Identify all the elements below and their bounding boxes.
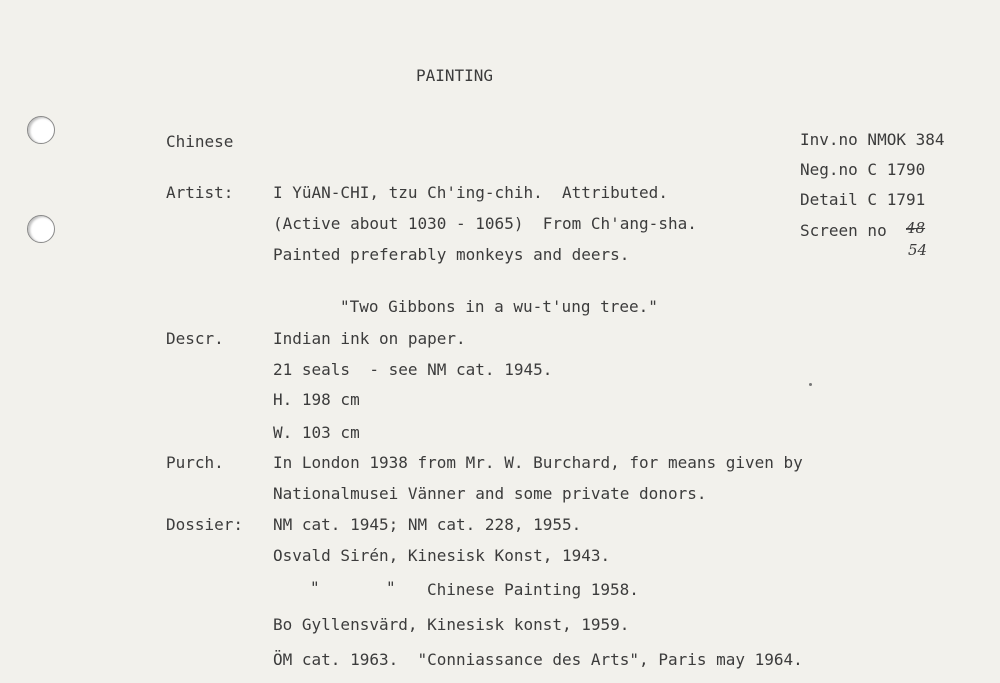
- dossier-line-5: ÖM cat. 1963. "Conniassance des Arts", Paris may 1964.: [273, 650, 803, 669]
- descr-line-2: 21 seals - see NM cat. 1945.: [273, 360, 553, 379]
- dossier-line-2: Osvald Sirén, Kinesisk Konst, 1943.: [273, 546, 611, 565]
- dossier-ditto-1: ": [310, 578, 320, 597]
- paper-speck: [809, 383, 812, 386]
- punch-hole-bottom: [27, 215, 55, 243]
- painting-title: "Two Gibbons in a wu-t'ung tree.": [340, 297, 658, 316]
- artist-label: Artist:: [166, 183, 234, 202]
- screen-number-crossed: 48: [906, 219, 926, 237]
- dossier-line-4: Bo Gyllensvärd, Kinesisk konst, 1959.: [273, 615, 630, 634]
- screen-number-new: 54: [908, 241, 928, 259]
- detail-number: Detail C 1791: [800, 190, 926, 209]
- descr-line-4: W. 103 cm: [273, 423, 360, 442]
- artist-line-1: I YüAN-CHI, tzu Ch'ing-chih. Attributed.: [273, 183, 668, 202]
- dossier-ditto-2: ": [386, 578, 396, 597]
- screen-number-label: Screen no: [800, 221, 887, 240]
- origin-label: Chinese: [166, 132, 234, 151]
- descr-line-3: H. 198 cm: [273, 390, 360, 409]
- negative-number: Neg.no C 1790: [800, 160, 926, 179]
- dossier-line-1: NM cat. 1945; NM cat. 228, 1955.: [273, 515, 582, 534]
- purch-line-2: Nationalmusei Vänner and some private donors.: [273, 484, 707, 503]
- dossier-line-3: Chinese Painting 1958.: [427, 580, 639, 599]
- dossier-label: Dossier:: [166, 515, 244, 534]
- artist-line-2: (Active about 1030 - 1065) From Ch'ang-sha.: [273, 214, 697, 233]
- descr-line-1: Indian ink on paper.: [273, 329, 466, 348]
- purch-line-1: In London 1938 from Mr. W. Burchard, for means given by: [273, 453, 803, 472]
- descr-label: Descr.: [166, 329, 224, 348]
- card-heading: PAINTING: [416, 66, 494, 85]
- purch-label: Purch.: [166, 453, 224, 472]
- punch-hole-top: [27, 116, 55, 144]
- inventory-number: Inv.no NMOK 384: [800, 130, 945, 149]
- artist-line-3: Painted preferably monkeys and deers.: [273, 245, 630, 264]
